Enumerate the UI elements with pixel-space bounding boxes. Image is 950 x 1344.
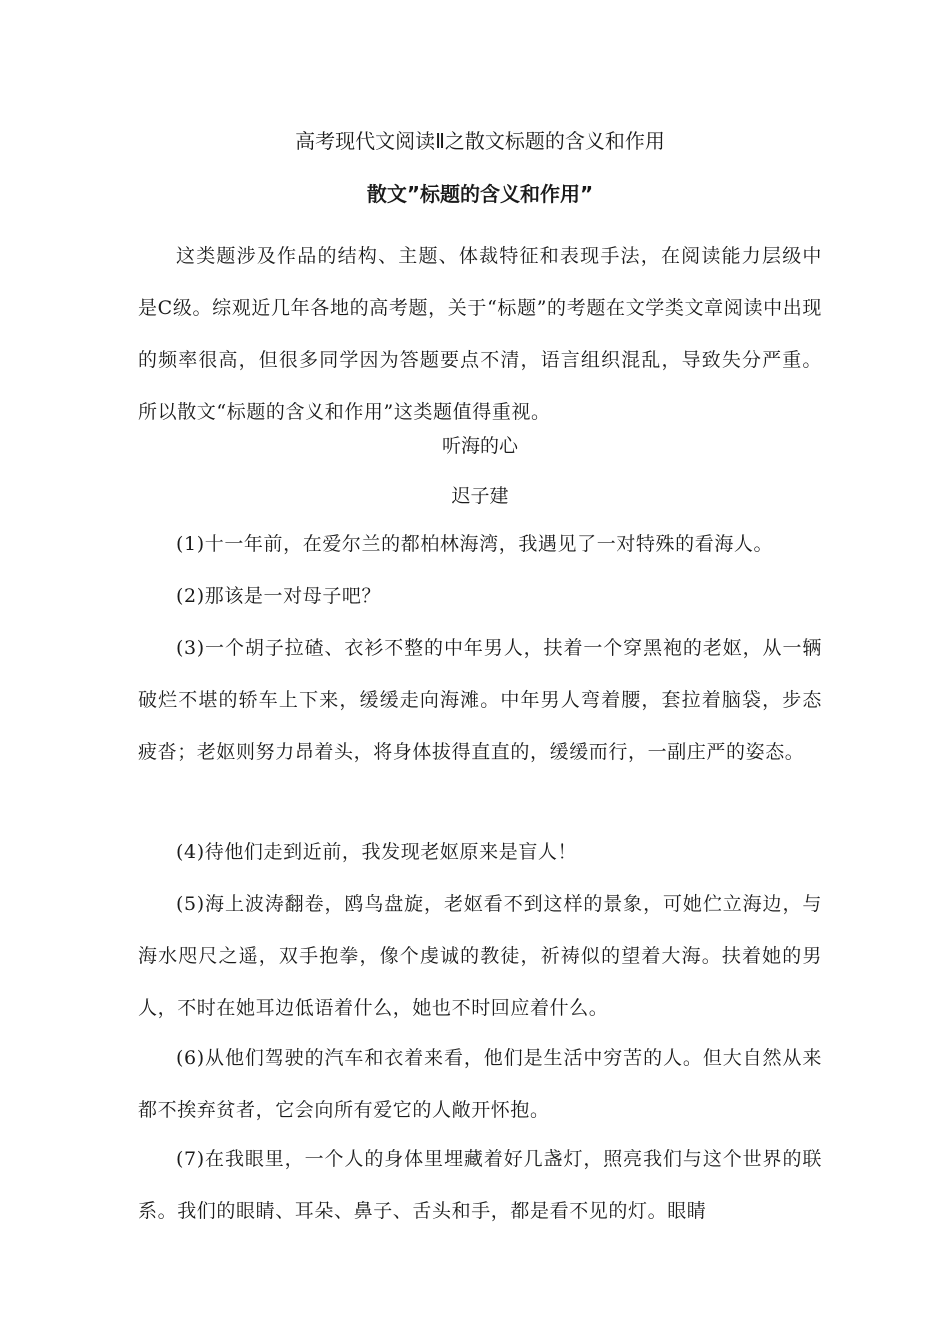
- essay-paragraph-6: (6)从他们驾驶的汽车和衣着来看，他们是生活中穷苦的人。但大自然从来都不挨弃贫者，它会向所有爱它的人敞开怀抱。: [138, 1047, 822, 1121]
- essay-author: 迟子建: [451, 485, 509, 507]
- essay-paragraph-2: (2)那该是一对母子吧？: [176, 585, 382, 607]
- essay-paragraph-5: (5)海上波涛翻卷，鸥鸟盘旋，老妪看不到这样的景象，可她伫立海边，与海水咫尺之遥，双手抱拳，像个虔诚的教徒，祈祷似的望着大海。扶着她的男人，不时在她耳边低语着什么，她也不时回应着什么。: [138, 893, 822, 1019]
- essay-paragraph-7: (7)在我眼里，一个人的身体里埋藏着好几盏灯，照亮我们与这个世界的联系。我们的眼睛、耳朵、鼻子、舌头和手，都是看不见的灯。眼睛: [138, 1148, 822, 1222]
- essay-paragraph-1: (1)十一年前，在爱尔兰的都柏林海湾，我遇见了一对特殊的看海人。: [176, 533, 774, 555]
- essay-paragraph-3: (3)一个胡子拉碴、衣衫不整的中年男人，扶着一个穿黑袍的老妪，从一辆破烂不堪的轿车上下来，缓缓走向海滩。中年男人弯着腰，套拉着脑袋，步态疲沓；老妪则努力昂着头，将身体拔得直直的，缓缓而行，一副庄严的姿态。: [138, 637, 822, 763]
- intro-paragraph: 这类题涉及作品的结构、主题、体裁特征和表现手法，在阅读能力层级中是C级。综观近几年各地的高考题，关于“标题”的考题在文学类文章阅读中出现的频率很高，但很多同学因为答题要点不清，语言组织混乱，导致失分严重。所以散文“标题的含义和作用”这类题值得重视。: [138, 245, 822, 423]
- essay-title: 听海的心: [441, 435, 518, 457]
- document-title: 高考现代文阅读Ⅱ之散文标题的含义和作用: [295, 129, 665, 153]
- document-subtitle: 散文”标题的含义和作用”: [366, 182, 594, 206]
- essay-paragraph-4: (4)待他们走到近前，我发现老妪原来是盲人！: [176, 841, 578, 863]
